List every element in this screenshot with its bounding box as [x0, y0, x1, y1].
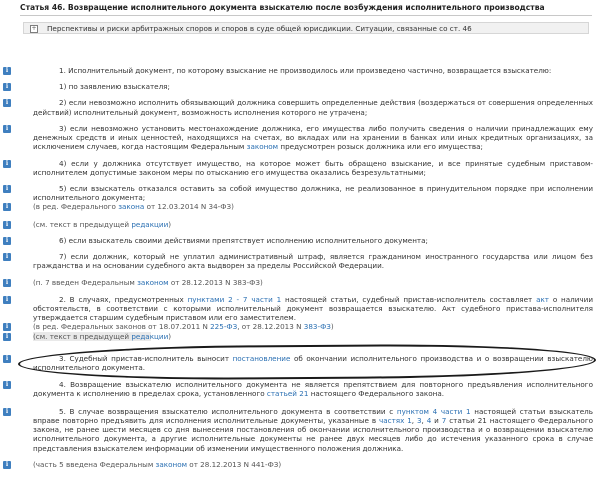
article-paragraph [33, 295, 593, 323]
edition-note [33, 322, 593, 331]
paragraph-text: о наличии обстоятельств, в соответствии с которыми исполнительный документ возвращается взыскателю. Акт судебного пристава-исполнителя утверждается старшим судебным приставом или его заместителем. [33, 294, 594, 323]
article-paragraph [33, 124, 593, 152]
law-reference-link[interactable]: 383-ФЗ [303, 322, 331, 332]
law-reference-link[interactable]: закона [118, 202, 145, 212]
law-reference-link[interactable]: частях 1 [378, 415, 412, 425]
law-reference-link[interactable]: законом [155, 459, 188, 469]
info-icon[interactable]: i [3, 125, 11, 133]
info-icon[interactable]: i [3, 323, 11, 331]
edition-note [33, 460, 593, 469]
info-icon[interactable]: i [3, 408, 11, 416]
law-reference-link[interactable]: акт [536, 294, 549, 304]
law-reference-link[interactable]: законом [246, 142, 279, 152]
paragraph-text: 6) если взыскатель своими действиями препятствует исполнению исполнительного документа; [59, 235, 428, 245]
paragraph-text: 2. В случаях, предусмотренных [59, 294, 188, 304]
article-paragraph [33, 82, 593, 91]
article-paragraph [33, 66, 593, 75]
paragraph-text: (см. текст в предыдущей [33, 331, 132, 341]
paragraph-text: (часть 5 введена Федеральным [33, 459, 156, 469]
law-reference-link[interactable]: редакции [131, 331, 169, 341]
info-icon[interactable]: i [3, 160, 11, 168]
law-reference-link[interactable]: 4 [426, 415, 432, 425]
paragraph-text: , [411, 415, 417, 425]
info-icon[interactable]: i [3, 461, 11, 469]
law-reference-link[interactable]: законом [137, 277, 169, 287]
paragraph-text: предусмотрен розыск должника или его имущества; [278, 142, 483, 152]
paragraph-text: 3) если невозможно установить местонахождение должника, его имущества либо получить сведения о наличии принадлежащих ему денежных средств и иных ценностей, находящихся на счетах, во вкладах или на хранении в банках или иных кредитных организациях, за исключением случаев, когда настоящим Федеральным [33, 123, 593, 152]
info-icon[interactable]: i [3, 83, 11, 91]
paragraph-text: от 28.12.2013 N 383-ФЗ) [168, 277, 263, 287]
title-divider [20, 15, 592, 16]
info-icon[interactable]: i [3, 237, 11, 245]
info-icon[interactable]: i [3, 279, 11, 287]
expand-plus-icon[interactable]: + [31, 25, 37, 32]
law-reference-link[interactable]: пунктом 4 части 1 [396, 406, 471, 416]
info-icon[interactable]: i [3, 221, 11, 229]
article-paragraph [33, 184, 593, 202]
law-reference-link[interactable]: редакции [131, 219, 169, 229]
info-icon[interactable]: i [3, 253, 11, 261]
article-paragraph [33, 380, 593, 398]
article-paragraph [33, 236, 593, 245]
article-body [33, 58, 593, 469]
info-icon[interactable]: i [3, 203, 11, 211]
paragraph-text: ) [168, 331, 172, 341]
law-reference-link[interactable]: пунктами 2 - 7 части 1 [187, 294, 282, 304]
paragraph-text: 3. Судебный пристав-исполнитель выносит [59, 353, 233, 363]
paragraph-text: 5) если взыскатель отказался оставить за собой имущество должника, не реализованное в принудительном порядке при исполнении исполнительного документа; [33, 183, 593, 203]
article-paragraph [33, 252, 593, 270]
article-paragraph [33, 407, 593, 453]
article-paragraph [33, 159, 593, 177]
law-reference-link[interactable]: постановление [232, 353, 291, 363]
page-title: Статья 46. Возвращение исполнительного документа взыскателю после возбуждения исполнительного производства [20, 3, 545, 12]
paragraph-text: , [421, 415, 427, 425]
paragraph-text: и [431, 415, 442, 425]
law-reference-link[interactable]: статьей 21 [266, 389, 309, 399]
law-reference-link[interactable]: 3 [416, 415, 422, 425]
info-icon[interactable]: i [3, 355, 11, 363]
related-materials-text[interactable]: Перспективы и риски арбитражных споров и споров в суде общей юрисдикции. Ситуации, связанные со ст. 46 [47, 24, 472, 33]
paragraph-text: 7) если должник, который не уплатил административный штраф, является гражданином иностранного государства или лицом без гражданства и на основании судебного акта выдворен за пределы Российской Федерации. [33, 252, 593, 271]
paragraph-text: ) [168, 219, 172, 229]
edition-note [33, 202, 593, 211]
paragraph-text: (в ред. Федерального [33, 202, 119, 212]
info-icon[interactable]: i [3, 381, 11, 389]
info-icon[interactable]: i [3, 296, 11, 304]
paragraph-text: от 12.03.2014 N 34-ФЗ) [144, 202, 234, 212]
paragraph-text: об окончании исполнительного производства и о возвращении взыскателю исполнительного документа. [33, 353, 593, 373]
edition-note [33, 220, 593, 229]
paragraph-text: настоящей статьи, судебный пристав-исполнитель составляет [281, 294, 537, 304]
edition-note [33, 278, 593, 287]
related-materials-bar[interactable] [23, 22, 589, 34]
paragraph-text: 1) по заявлению взыскателя; [59, 82, 170, 92]
paragraph-text: (см. текст в предыдущей [33, 219, 132, 229]
info-icon[interactable]: i [3, 67, 11, 75]
edition-note [33, 332, 593, 341]
paragraph-text: ) [330, 322, 334, 332]
info-icon[interactable]: i [3, 333, 11, 341]
info-icon[interactable]: i [3, 185, 11, 193]
paragraph-text: статьи 21 настоящего Федерального закона, не ранее шести месяцев со дня вынесения постановления об окончании исполнительного производства и о возвращении взыскателю исполнительного документа, а другие исполнительные документы не ранее двух месяцев либо до истечения указанного срока в случае представления взыскателем информации об изменении имущественного положения должника. [33, 415, 593, 453]
paragraph-text: 4) если у должника отсутствует имущество, на которое может быть обращено взыскание, и все принятые судебным приставом-исполнителем допустимые законом меры по отысканию его имущества оказались безрезультатными; [33, 158, 593, 177]
paragraph-text: , от 28.12.2013 N [237, 322, 304, 332]
law-reference-link[interactable]: 225-ФЗ [210, 322, 238, 332]
paragraph-text: 5. В случае возвращения взыскателю исполнительного документа в соответствии с [59, 406, 397, 416]
article-paragraph [33, 98, 593, 116]
paragraph-text: настоящей статьи взыскатель вправе повторно предъявить для исполнения исполнительные документы, указанные в [33, 406, 593, 425]
paragraph-text: настоящего Федерального закона. [308, 389, 445, 399]
paragraph-text: (в ред. Федеральных законов от 18.07.2011 N [33, 322, 211, 332]
paragraph-text: 4. Возвращение взыскателю исполнительного документа не является препятствием для повторного предъявления исполнительного документа к исполнению в пределах срока, установленного [33, 380, 593, 399]
paragraph-text: от 28.12.2013 N 441-ФЗ) [187, 459, 282, 469]
info-icon[interactable]: i [3, 99, 11, 107]
law-reference-link[interactable]: 7 [441, 415, 447, 425]
paragraph-text: 1. Исполнительный документ, по которому взыскание не производилось или произведено частично, возвращается взыскателю: [59, 66, 552, 75]
paragraph-text: (п. 7 введен Федеральным [33, 277, 138, 287]
paragraph-text: 2) если невозможно исполнить обязывающий должника совершить определенные действия (воздержаться от совершения определенных действий) исполнительный документ, возможность исполнения которого не утрачена; [33, 98, 593, 117]
